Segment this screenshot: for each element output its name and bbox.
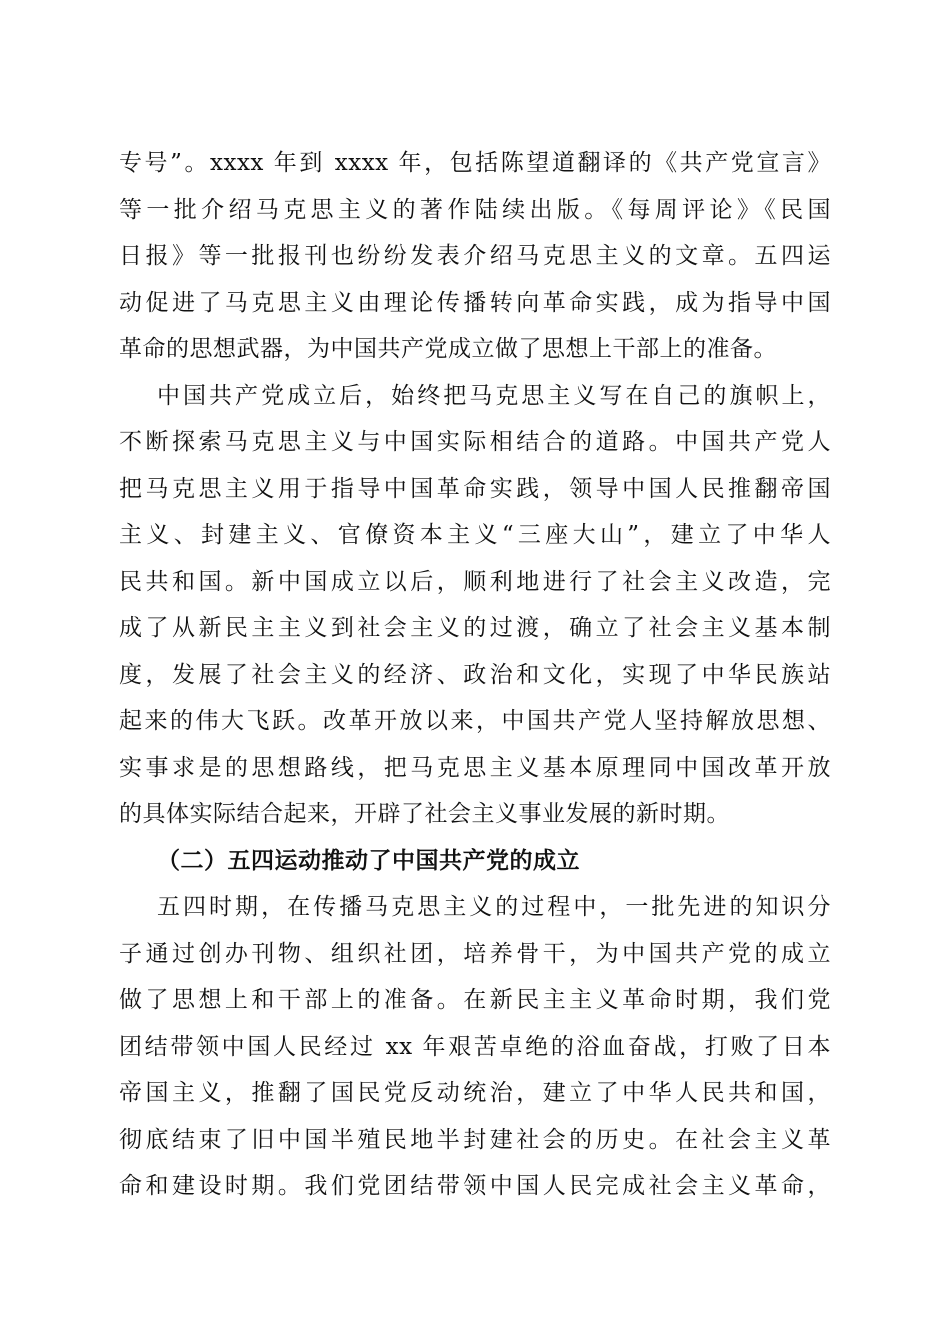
paragraph: [119, 884, 831, 1210]
text-line: 不断探索马克思主义与中国实际相结合的道路。中国共产党人: [119, 429, 831, 455]
section-heading-text: （二）五四运动推动了中国共产党的成立: [157, 846, 580, 874]
text-line: 子通过创办刊物、组织社团，培养骨干，为中国共产党的成立: [119, 940, 831, 967]
document-body: [119, 140, 831, 1210]
paragraph: [119, 373, 831, 838]
text-line: 专号”。xxxx 年到 xxxx 年，包括陈望道翻译的《共产党宣言》: [119, 150, 831, 176]
paragraph: [119, 140, 831, 373]
text-line: 彻底结束了旧中国半殖民地半封建社会的历史。在社会主义革: [119, 1126, 831, 1153]
text-line: 主义、封建主义、官僚资本主义“三座大山”，建立了中华人: [119, 522, 831, 548]
text-line: 中国共产党成立后，始终把马克思主义写在自己的旗帜上，: [157, 382, 831, 409]
text-line: 民共和国。新中国成立以后，顺利地进行了社会主义改造，完: [119, 568, 831, 595]
text-line: 五四时期，在传播马克思主义的过程中，一批先进的知识分: [157, 894, 831, 920]
text-line: 把马克思主义用于指导中国革命实践，领导中国人民推翻帝国: [119, 475, 831, 502]
text-line: 日报》等一批报刊也纷纷发表介绍马克思主义的文章。五四运: [119, 243, 831, 269]
section-heading: [119, 838, 831, 885]
text-line: 等一批介绍马克思主义的著作陆续出版。《每周评论》《民国: [119, 196, 831, 223]
text-line: 实事求是的思想路线，把马克思主义基本原理同中国改革开放: [119, 754, 831, 781]
text-line: 革命的思想武器，为中国共产党成立做了思想上干部上的准备。: [119, 336, 777, 362]
text-line: 命和建设时期。我们党团结带领中国人民完成社会主义革命，: [119, 1173, 831, 1199]
text-line: 度，发展了社会主义的经济、政治和文化，实现了中华民族站: [119, 661, 831, 688]
text-line: 动促进了马克思主义由理论传播转向革命实践，成为指导中国: [119, 289, 831, 316]
text-line: 成了从新民主主义到社会主义的过渡，确立了社会主义基本制: [119, 615, 831, 641]
text-line: 做了思想上和干部上的准备。在新民主主义革命时期，我们党: [119, 987, 831, 1013]
text-line: 起来的伟大飞跃。改革开放以来，中国共产党人坚持解放思想、: [119, 708, 831, 734]
text-line: 的具体实际结合起来，开辟了社会主义事业发展的新时期。: [119, 801, 730, 827]
text-line: 团结带领中国人民经过 xx 年艰苦卓绝的浴血奋战，打败了日本: [119, 1033, 831, 1060]
text-line: 帝国主义，推翻了国民党反动统治，建立了中华人民共和国，: [119, 1080, 831, 1106]
